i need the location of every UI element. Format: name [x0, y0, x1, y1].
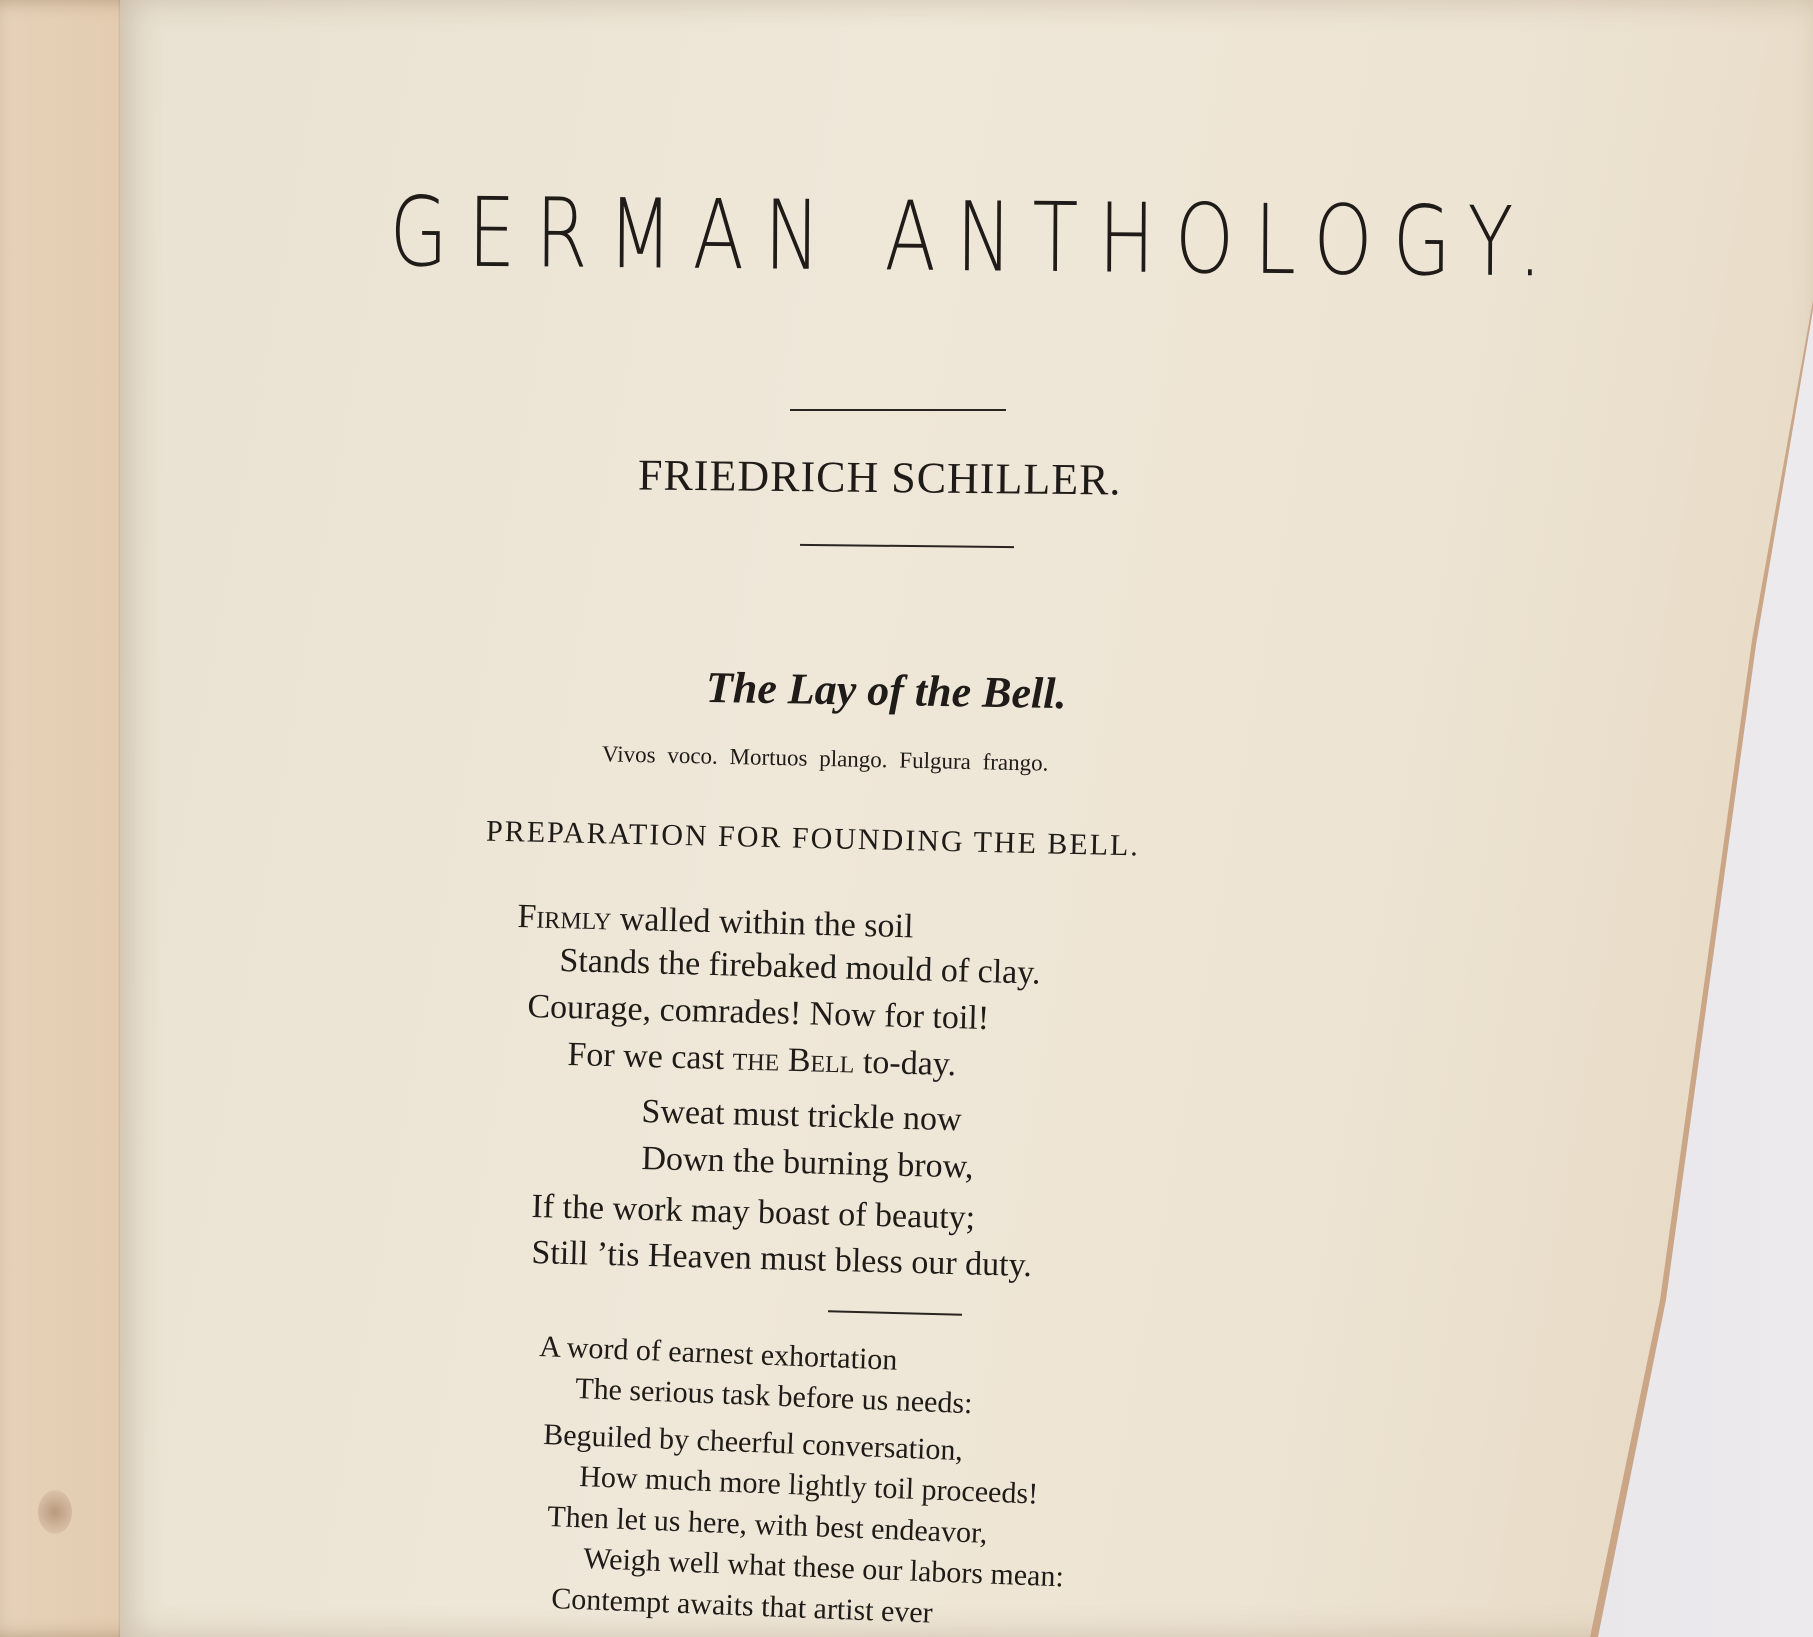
verse-text: to-day. [853, 1043, 957, 1084]
verse-line: Still ’tis Heaven must bless our duty. [531, 1234, 1033, 1285]
stanza-divider [828, 1310, 962, 1316]
author-divider [800, 544, 1014, 548]
verse-small-caps: the Bell [732, 1040, 855, 1081]
section-heading: PREPARATION FOR FOUNDING THE BELL. [485, 814, 1141, 863]
verse-line [567, 1036, 957, 1084]
verse-line: Courage, comrades! Now for toil! [527, 988, 990, 1038]
verse-line: Beguiled by cheerful conversation, [542, 1418, 964, 1468]
poem-motto: Vivos voco. Mortuos plango. Fulgura frango. [601, 741, 1049, 776]
poem-title: The Lay of the Bell. [705, 662, 1067, 719]
verse-small-caps: Firmly [517, 898, 612, 938]
verse-text: For we cast [567, 1036, 734, 1078]
book-title: GERMAN ANTHOLOGY. [389, 176, 1563, 299]
verse-line: How much more lightly toil proceeds! [578, 1460, 1039, 1511]
verse-line: The serious task before us needs: [574, 1372, 974, 1421]
title-divider [790, 409, 1006, 411]
verse-line: If the work may boast of beauty; [531, 1188, 976, 1237]
verse-text: walled within the soil [610, 900, 914, 946]
verse-line: Then let us here, with best endeavor, [546, 1500, 989, 1550]
verse-line: Weigh well what these our labors mean: [582, 1542, 1065, 1594]
verse-line [517, 898, 914, 946]
verse-line: Stands the firebaked mould of clay. [559, 942, 1042, 992]
verse-line: Sweat must trickle now [641, 1093, 963, 1139]
verse-line: Down the burning brow, [641, 1140, 974, 1186]
verse-line: Contempt awaits that artist ever [550, 1582, 934, 1630]
author-name: FRIEDRICH SCHILLER. [637, 450, 1122, 505]
verse-line: A word of earnest exhortation [538, 1330, 898, 1377]
